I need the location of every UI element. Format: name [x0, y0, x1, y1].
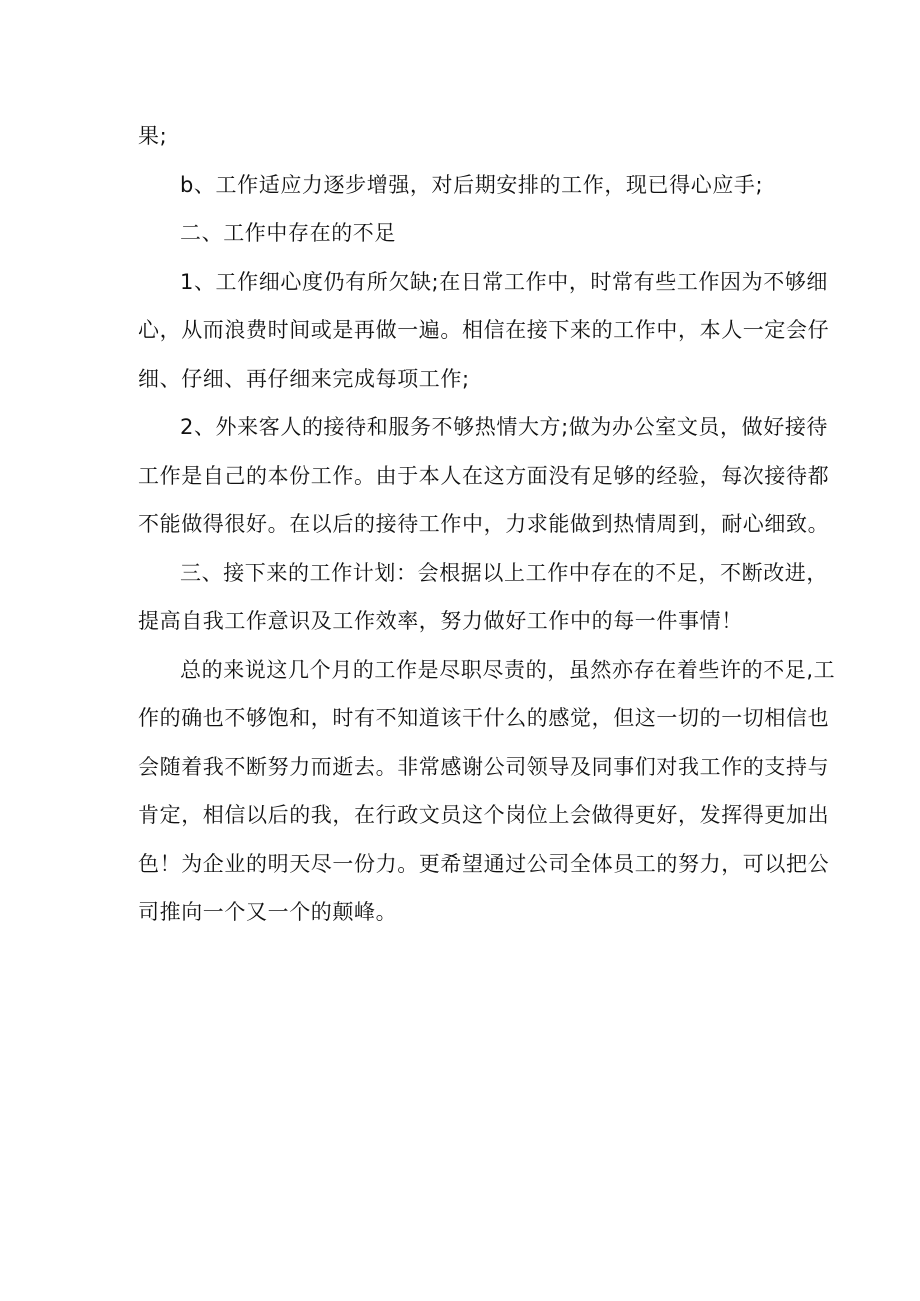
text-line: 果;: [138, 124, 168, 148]
text-line: 不能做得很好。在以后的接待工作中，力求能做到热情周到，耐心细致。: [138, 512, 830, 536]
section-heading-shortcomings: [138, 209, 786, 258]
text-line: 二、工作中存在的不足: [180, 221, 396, 245]
text-line: 总的来说这几个月的工作是尽职尽责的，虽然亦存在着些许的不足,工: [180, 657, 836, 682]
paragraph-item-2: [138, 403, 830, 549]
text-line: 提高自我工作意识及工作效率，努力做好工作中的每一件事情！: [138, 609, 743, 633]
text-line: 细、仔细、再仔细来完成每项工作;: [138, 366, 470, 391]
text-line: 会随着我不断努力而逝去。非常感谢公司领导及同事们对我工作的支持与: [138, 754, 830, 779]
text-line: 2、外来客人的接待和服务不够热情大方;做为办公室文员，做好接待: [180, 415, 829, 439]
paragraph-continuation: [138, 112, 786, 161]
text-line: 作的确也不够饱和，时有不知道该干什么的感觉，但这一切的一切相信也: [138, 706, 830, 730]
paragraph-item-1: [138, 258, 830, 404]
text-line: 司推向一个又一个的颠峰。: [138, 900, 398, 924]
text-line: 工作是自己的本份工作。由于本人在这方面没有足够的经验，每次接待都: [138, 463, 830, 488]
paragraph-summary: [138, 646, 836, 937]
text-line: 1、工作细心度仍有所欠缺;在日常工作中，时常有些工作因为不够细: [180, 269, 829, 294]
text-line: 三、接下来的工作计划：会根据以上工作中存在的不足，不断改进，: [180, 560, 828, 585]
section-work-plan: [138, 549, 828, 646]
text-line: b、工作适应力逐步增强，对后期安排的工作，现已得心应手;: [180, 172, 764, 197]
paragraph-item-b: [138, 161, 786, 210]
text-line: 肯定，相信以后的我，在行政文员这个岗位上会做得更好，发挥得更加出: [138, 803, 830, 827]
text-line: 心，从而浪费时间或是再做一遍。相信在接下来的工作中，本人一定会仔: [138, 318, 830, 342]
document-body: [138, 112, 836, 937]
text-line: 色！为企业的明天尽一份力。更希望通过公司全体员工的努力，可以把公: [138, 851, 830, 876]
